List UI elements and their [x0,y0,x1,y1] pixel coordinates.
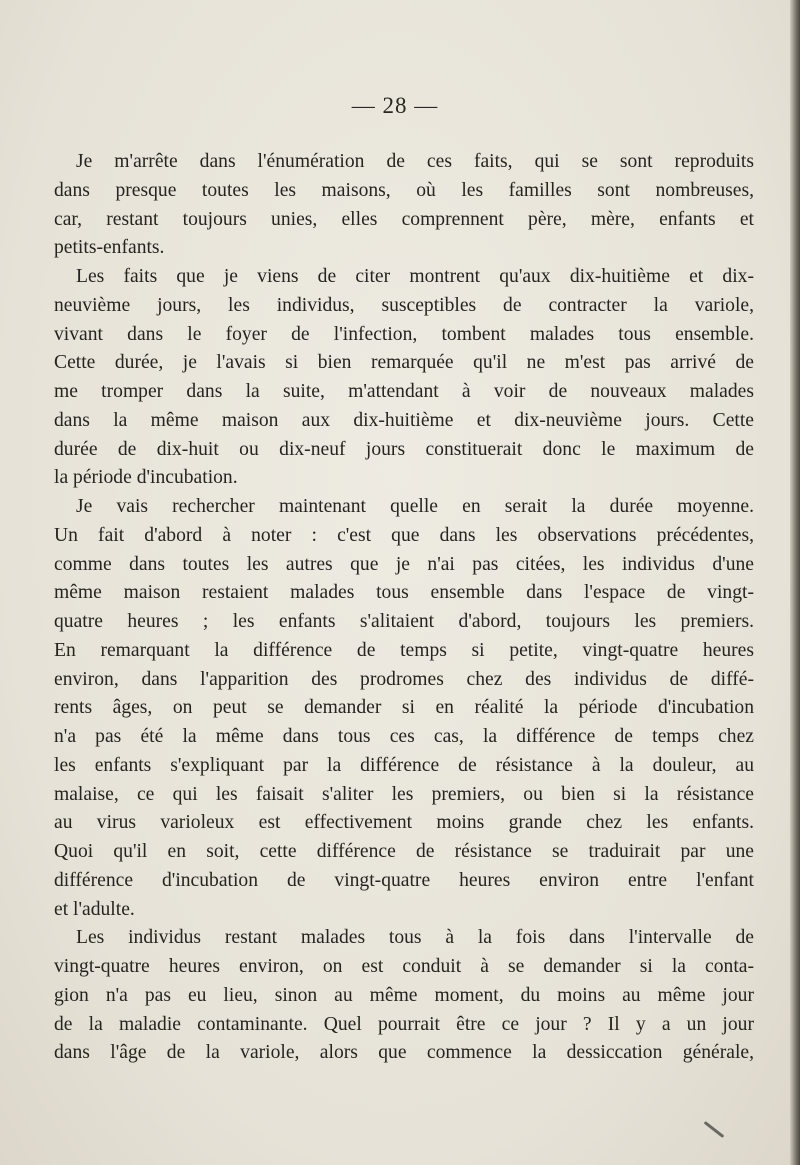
text-line: durée de dix-huit ou dix-neuf jours constituerait donc le maximum de [54,438,754,460]
text-line: environ, dans l'apparition des prodromes chez des individus de diffé- [54,668,754,690]
text-line: dans presque toutes les maisons, où les familles sont nombreuses, [54,179,754,201]
text-line: Je vais rechercher maintenant quelle en serait la durée moyenne. [76,496,754,517]
text-line: même maison restaient malades tous ensemble dans l'espace de vingt- [54,582,754,604]
page-number: — 28 — [351,93,439,118]
text-line: En remarquant la différence de temps si petite, vingt-quatre heures [54,639,754,661]
text-line: Un fait d'abord à noter : c'est que dans les observations précédentes, [54,524,754,546]
text-line: vivant dans le foyer de l'infection, tombent malades tous ensemble. [54,323,754,345]
text-line: différence d'incubation de vingt-quatre heures environ entre l'enfant [54,869,754,891]
page-edge-shadow [790,0,800,1165]
text-line: de la maladie contaminante. Quel pourrait être ce jour ? Il y a un jour [54,1013,754,1035]
text-line: petits-enfants. [54,237,165,259]
text-line: Cette durée, je l'avais si bien remarquée qu'il ne m'est pas arrivé de [54,352,754,374]
text-line: neuvième jours, les individus, susceptibles de contracter la variole, [54,294,754,316]
text-line: dans l'âge de la variole, alors que commence la dessiccation générale, [54,1042,754,1064]
text-line: au virus varioleux est effectivement moins grande chez les enfants. [54,812,754,834]
text-line: car, restant toujours unies, elles comprennent père, mère, enfants et [54,208,754,230]
text-line: Les individus restant malades tous à la fois dans l'intervalle de [76,927,754,949]
ink-mark [704,1121,725,1138]
text-line: la période d'incubation. [54,467,238,489]
text-line: les enfants s'expliquant par la différence de résistance à la douleur, au [54,754,754,776]
text-line: et l'adulte. [54,898,135,920]
text-line: dans la même maison aux dix-huitième et dix-neuvième jours. Cette [54,409,754,431]
body-text [54,148,754,1068]
text-line: Je m'arrête dans l'énumération de ces faits, qui se sont reproduits [76,151,754,172]
text-line: comme dans toutes les autres que je n'ai pas citées, les individus d'une [54,553,754,575]
text-line: rents âges, on peut se demander si en réalité la période d'incubation [54,697,754,719]
text-line: Les faits que je viens de citer montrent qu'aux dix-huitième et dix- [76,266,754,287]
text-line: Quoi qu'il en soit, cette différence de résistance se traduirait par une [54,841,754,862]
text-line: quatre heures ; les enfants s'alitaient d'abord, toujours les premiers. [54,611,754,632]
text-line: malaise, ce qui les faisait s'aliter les premiers, ou bien si la résistance [54,783,754,805]
text-line: n'a pas été la même dans tous ces cas, la différence de temps chez [54,726,754,747]
text-line: gion n'a pas eu lieu, sinon au même moment, du moins au même jour [54,984,754,1006]
text-line: vingt-quatre heures environ, on est conduit à se demander si la conta- [54,956,754,977]
text-line: me tromper dans la suite, m'attendant à voir de nouveaux malades [54,381,754,402]
